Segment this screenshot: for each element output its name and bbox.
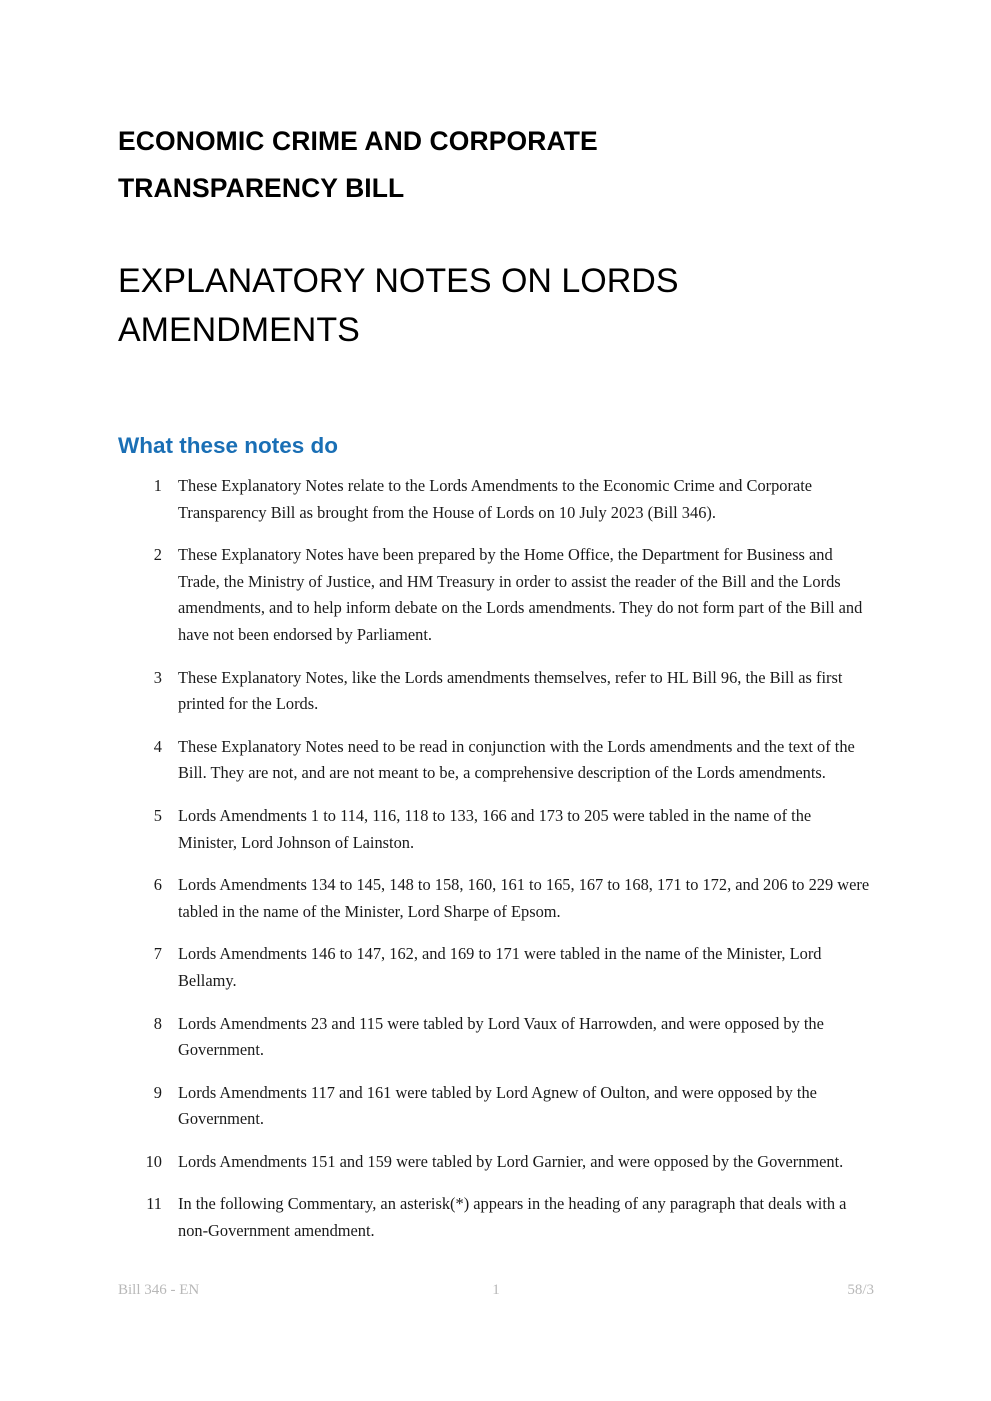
paragraph-text: Lords Amendments 117 and 161 were tabled by Lord Agnew of Oulton, and were opposed by the Government. bbox=[178, 1082, 817, 1129]
paragraph-item bbox=[118, 941, 874, 994]
numbered-paragraph-list bbox=[118, 473, 874, 1245]
paragraph-item bbox=[118, 734, 874, 787]
paragraph-text: These Explanatory Notes need to be read in conjunction with the Lords amendments and the text of the Bill. They are not, and are not meant to be, a comprehensive description of the Lords amendments. bbox=[178, 736, 855, 783]
footer-page-number: 1 bbox=[492, 1282, 500, 1298]
paragraph-item bbox=[118, 803, 874, 856]
paragraph-item bbox=[118, 665, 874, 718]
paragraph-number: 10 bbox=[145, 1151, 162, 1171]
paragraph-item bbox=[118, 1011, 874, 1064]
paragraph-number: 1 bbox=[153, 476, 162, 495]
document-subtitle: EXPLANATORY NOTES ON LORDS AMENDMENTS bbox=[118, 262, 679, 349]
paragraph-text: These Explanatory Notes have been prepared by the Home Office, the Department for Business and Trade, the Ministry of Justice, and HM Treasury in order to assist the reader of the Bill and the Lords amendments, and to help inform debate on the Lords amendments. They do not form part of the Bill and have not been endorsed by Parliament. bbox=[178, 545, 863, 644]
document-title: ECONOMIC CRIME AND CORPORATE TRANSPARENCY BILL bbox=[118, 126, 598, 203]
footer-document-code: 58/3 bbox=[847, 1282, 874, 1298]
paragraph-text: Lords Amendments 134 to 145, 148 to 158, 160, 161 to 165, 167 to 168, 171 to 172, and 206 to 229 were tabled in the name of the Minister, Lord Sharpe of Epsom. bbox=[178, 875, 870, 921]
paragraph-item bbox=[118, 872, 874, 925]
paragraph-item bbox=[118, 1191, 874, 1244]
paragraph-item bbox=[118, 1080, 874, 1133]
paragraph-number: 11 bbox=[146, 1194, 162, 1214]
paragraph-text: In the following Commentary, an asterisk(*) appears in the heading of any paragraph that deals with a non-Government amendment. bbox=[178, 1194, 847, 1241]
paragraph-number: 7 bbox=[153, 944, 162, 964]
paragraph-text: Lords Amendments 151 and 159 were tabled by Lord Garnier, and were opposed by the Government. bbox=[178, 1151, 844, 1171]
section-heading-what-these-notes-do: What these notes do bbox=[118, 433, 339, 458]
paragraph-number: 9 bbox=[153, 1082, 162, 1102]
footer-bill-reference: Bill 346 - EN bbox=[118, 1282, 200, 1298]
paragraph-number: 5 bbox=[153, 805, 162, 825]
paragraph-number: 6 bbox=[153, 875, 162, 895]
paragraph-number: 4 bbox=[153, 736, 162, 756]
paragraph-text: Lords Amendments 1 to 114, 116, 118 to 133, 166 and 173 to 205 were tabled in the name of the Minister, Lord Johnson of Lainston. bbox=[178, 805, 812, 852]
document-content bbox=[118, 118, 874, 1245]
paragraph-item bbox=[118, 1149, 874, 1176]
paragraph-item bbox=[118, 473, 874, 526]
paragraph-text: Lords Amendments 146 to 147, 162, and 169 to 171 were tabled in the name of the Minister, Lord Bellamy. bbox=[178, 944, 822, 990]
paragraph-item bbox=[118, 542, 874, 648]
paragraph-text: These Explanatory Notes relate to the Lords Amendments to the Economic Crime and Corporate Transparency Bill as brought from the House of Lords on 10 July 2023 (Bill 346). bbox=[178, 476, 813, 522]
paragraph-number: 8 bbox=[153, 1013, 162, 1033]
paragraph-text: Lords Amendments 23 and 115 were tabled by Lord Vaux of Harrowden, and were opposed by the Government. bbox=[178, 1013, 824, 1060]
paragraph-number: 2 bbox=[153, 545, 162, 565]
page-footer bbox=[118, 1278, 874, 1302]
paragraph-number: 3 bbox=[153, 667, 162, 687]
paragraph-text: These Explanatory Notes, like the Lords amendments themselves, refer to HL Bill 96, the Bill as first printed for the Lords. bbox=[178, 667, 843, 714]
